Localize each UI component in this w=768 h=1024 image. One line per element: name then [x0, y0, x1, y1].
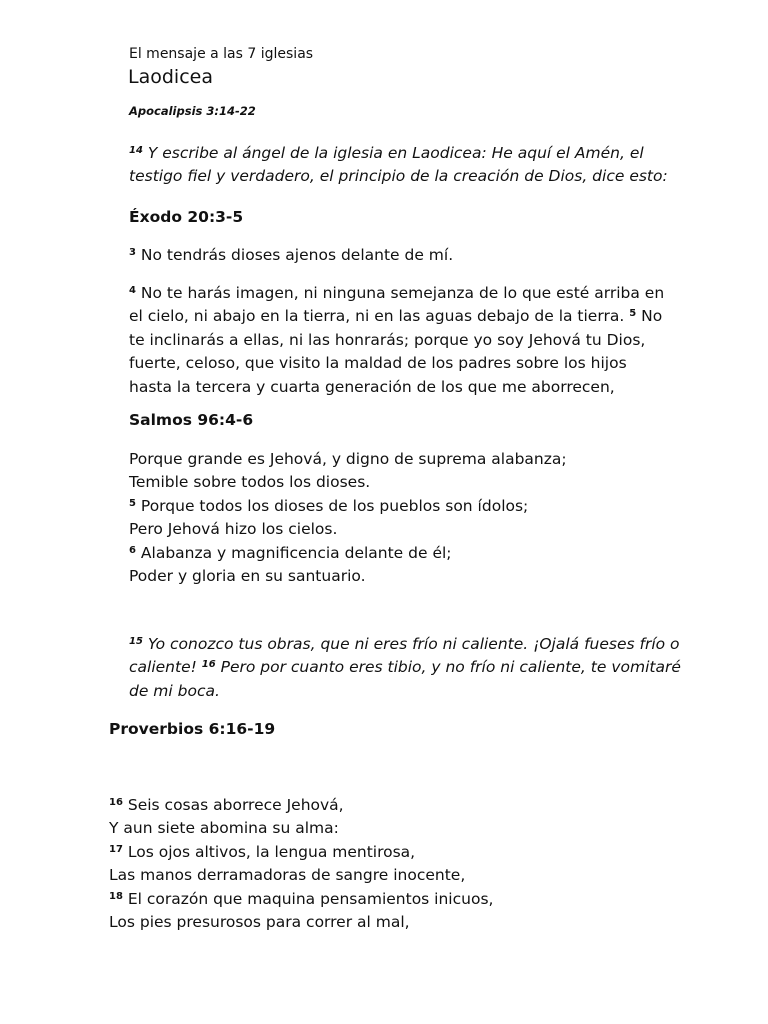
verse-line [129, 376, 664, 399]
verse-text: Alabanza y magnificencia delante de él; [140, 543, 452, 562]
verse-text: No tendrás dioses ajenos delante de mí. [140, 246, 454, 264]
verse-text: Porque todos los dioses de los pueblos son ídolos; [140, 496, 529, 515]
verse-number: 3 [129, 247, 136, 258]
verse-text: Yo conozco tus obras, que ni eres frío ni caliente. ¡Ojalá fueses frío o [147, 635, 680, 653]
verse-text: No [641, 307, 663, 326]
verse-line [129, 329, 664, 352]
verse-text: Pero por cuanto eres tibio, y no frío ni caliente, te vomitaré [220, 658, 681, 677]
verse-text: Temible sobre todos los dioses. [129, 473, 371, 492]
verse-line [129, 518, 567, 541]
verse-number: 5 [129, 497, 136, 509]
verse-text: Los pies presurosos para correr al mal, [109, 913, 410, 932]
section-heading-proverbios: Proverbios 6:16-19 [109, 720, 276, 738]
verse-14-paragraph [129, 142, 668, 189]
verse-line [129, 305, 664, 328]
verse-text: hasta la tercera y cuarta generación de los que me aborrecen, [129, 377, 615, 396]
verse-line [129, 165, 668, 188]
verse-text: Y aun siete abomina su alma: [109, 819, 339, 838]
section-heading-salmos: Salmos 96:4-6 [129, 411, 254, 429]
verse-line [109, 817, 493, 840]
verse-text: Poder y gloria en su santuario. [129, 567, 366, 586]
verse-text: Seis cosas aborrece Jehová, [127, 796, 344, 814]
verse-text: No te harás imagen, ni ninguna semejanza de lo que esté arriba en [140, 284, 665, 302]
verse-15-16-paragraph [129, 633, 681, 703]
verse-text: caliente! [129, 658, 197, 677]
verse-number: 16 [109, 797, 123, 808]
verse-line [129, 142, 668, 165]
verse-number: 14 [129, 145, 143, 156]
verse-text: Porque grande es Jehová, y digno de suprema alabanza; [129, 450, 567, 468]
verse-text: Los ojos altivos, la lengua mentirosa, [127, 842, 416, 861]
verse-number: 18 [109, 890, 123, 902]
verse-text: El corazón que maquina pensamientos inicuos, [127, 889, 494, 908]
verse-line [129, 282, 664, 305]
verse-line [129, 352, 664, 375]
verse-line [129, 495, 567, 518]
section-heading-exodo: Éxodo 20:3-5 [129, 208, 244, 226]
verse-text: fuerte, celoso, que visito la maldad de los padres sobre los hijos [129, 354, 627, 373]
verse-line [109, 911, 493, 934]
verse-line [129, 448, 567, 471]
verse-text: Y escribe al ángel de la iglesia en Laodicea: He aquí el Amén, el [147, 144, 644, 162]
verse-line [129, 565, 567, 588]
verse-text: de mi boca. [129, 681, 220, 700]
verse-number: 4 [129, 285, 136, 296]
exodo-verses-4-5 [129, 282, 664, 399]
verse-text: el cielo, ni abajo en la tierra, ni en las aguas debajo de la tierra. [129, 307, 625, 326]
verse-number: 5 [629, 308, 637, 320]
verse-line [129, 244, 453, 267]
verse-text: te inclinarás a ellas, ni las honrarás; porque yo soy Jehová tu Dios, [129, 330, 646, 349]
verse-number: 16 [201, 659, 216, 671]
verse-line [109, 888, 493, 911]
verse-text: testigo fiel y verdadero, el principio de la creación de Dios, dice esto: [129, 167, 668, 186]
document-super-title: El mensaje a las 7 iglesias [129, 46, 314, 62]
proverbios-poem [109, 794, 493, 934]
verse-line [109, 864, 493, 887]
verse-number: 15 [129, 636, 143, 647]
scripture-reference: Apocalipsis 3:14-22 [129, 104, 256, 118]
verse-line [129, 680, 681, 703]
verse-line [129, 633, 681, 656]
document-title: Laodicea [128, 66, 213, 88]
verse-line [129, 471, 567, 494]
verse-number: 17 [109, 843, 123, 855]
verse-line [109, 794, 493, 817]
verse-number: 6 [129, 544, 136, 556]
verse-line [109, 841, 493, 864]
verse-line [129, 656, 681, 679]
verse-line [129, 542, 567, 565]
exodo-verse-3 [129, 244, 453, 267]
salmos-poem [129, 448, 567, 588]
verse-text: Las manos derramadoras de sangre inocente, [109, 866, 466, 885]
verse-text: Pero Jehová hizo los cielos. [129, 520, 338, 539]
